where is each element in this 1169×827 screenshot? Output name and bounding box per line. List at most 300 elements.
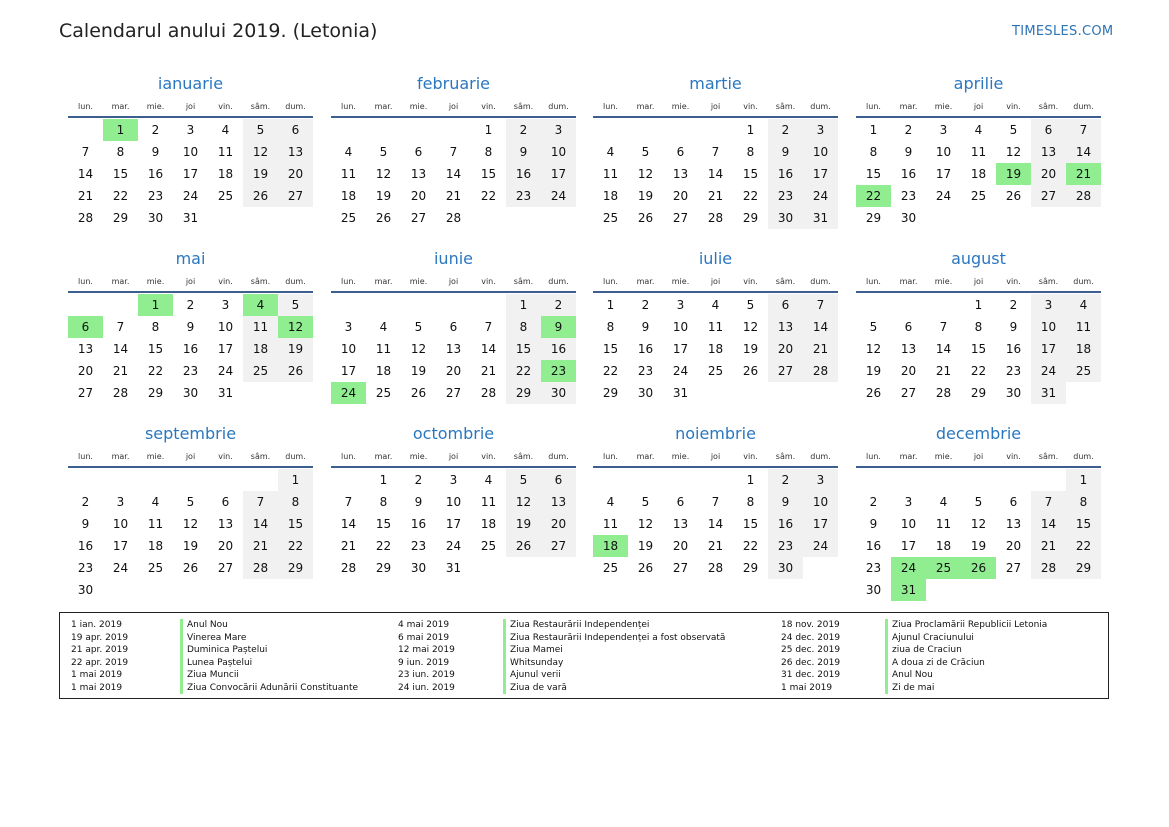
day-cell: 15 (375, 517, 392, 531)
day-cell: 12 (742, 320, 759, 334)
day-cell: 21 (480, 364, 497, 378)
weekday-label: lun. (78, 452, 93, 461)
day-cell: 7 (803, 294, 838, 316)
holiday-name: Ziua Proclamării Republicii Letonia (885, 619, 1047, 632)
day-cell: 17 (803, 163, 838, 185)
month-name: mai (175, 249, 206, 268)
weekday-label: lun. (603, 102, 618, 111)
weekday-label: mar. (111, 102, 130, 111)
weekday-label: dum. (810, 277, 831, 286)
day-cell: 25 (707, 364, 724, 378)
weekday-header (68, 452, 313, 464)
day-cell: 3 (803, 469, 838, 491)
day-cell: 2 (768, 119, 803, 141)
day-cell: 1 (506, 294, 541, 316)
weekday-label: joi (973, 452, 984, 461)
day-cell: 18 (970, 167, 987, 181)
day-cell: 26 (742, 364, 759, 378)
holiday-date: 9 iun. 2019 (398, 657, 450, 668)
day-cell: 28 (77, 211, 94, 225)
day-grid (68, 469, 313, 597)
day-cell: 22 (742, 539, 759, 553)
day-cell: 18 (375, 364, 392, 378)
day-cell: 19 (278, 338, 313, 360)
day-cell: 2 (541, 294, 576, 316)
weekday-label: sâm. (513, 277, 534, 286)
day-grid (331, 294, 576, 406)
day-cell: 10 (445, 495, 462, 509)
day-cell: 27 (77, 386, 94, 400)
day-cell: 31 (672, 386, 689, 400)
day-cell: 25 (1066, 360, 1101, 382)
weekday-label: mie. (146, 277, 165, 286)
day-cell: 1 (379, 473, 388, 487)
day-cell: 16 (77, 539, 94, 553)
day-cell: 15 (742, 517, 759, 531)
day-cell: 9 (768, 141, 803, 163)
holiday-legend (59, 612, 1109, 699)
day-cell: 25 (602, 211, 619, 225)
day-cell: 17 (112, 539, 129, 553)
day-cell: 18 (147, 539, 164, 553)
day-cell: 11 (340, 167, 357, 181)
holiday-name: Ziua Restaurării Independenței (503, 619, 649, 632)
day-cell: 20 (77, 364, 94, 378)
holiday-cell: 24 (891, 557, 926, 579)
day-cell: 9 (81, 517, 90, 531)
day-cell: 19 (506, 513, 541, 535)
day-cell: 5 (186, 495, 195, 509)
weekday-label: joi (185, 102, 196, 111)
weekday-label: joi (710, 102, 721, 111)
holiday-date: 18 nov. 2019 (781, 620, 840, 630)
weekday-header (856, 452, 1101, 464)
day-cell: 27 (1031, 185, 1066, 207)
day-cell: 1 (869, 123, 878, 137)
day-cell: 22 (480, 189, 497, 203)
holiday-cell: 21 (1066, 163, 1101, 185)
holiday-cell: 4 (243, 294, 278, 316)
day-cell: 4 (974, 123, 983, 137)
day-grid (856, 469, 1101, 597)
day-cell: 30 (410, 561, 427, 575)
day-cell: 1 (746, 473, 755, 487)
day-cell: 5 (414, 320, 423, 334)
weekday-label: vin. (481, 452, 496, 461)
day-cell: 26 (1005, 189, 1022, 203)
weekday-label: lun. (603, 277, 618, 286)
weekday-label: joi (185, 277, 196, 286)
page-title: Calendarul anului 2019. (Letonia) (59, 20, 378, 42)
weekday-label: mie. (934, 277, 953, 286)
day-cell: 26 (637, 211, 654, 225)
day-cell: 13 (217, 517, 234, 531)
weekday-label: sâm. (513, 102, 534, 111)
holiday-cell: 31 (891, 579, 926, 601)
month-name: decembrie (935, 424, 1022, 443)
weekday-label: mie. (671, 277, 690, 286)
weekday-label: mar. (899, 277, 918, 286)
day-cell: 24 (1031, 360, 1066, 382)
day-cell: 27 (1005, 561, 1022, 575)
day-cell: 14 (243, 513, 278, 535)
day-cell: 28 (707, 561, 724, 575)
day-cell: 14 (445, 167, 462, 181)
weekday-label: sâm. (775, 452, 796, 461)
holiday-name: Ziua Muncii (180, 669, 239, 682)
day-cell: 27 (217, 561, 234, 575)
day-cell: 8 (506, 316, 541, 338)
day-cell: 3 (676, 298, 685, 312)
weekday-header (593, 277, 838, 289)
day-cell: 3 (186, 123, 195, 137)
day-cell: 3 (939, 123, 948, 137)
day-cell: 27 (672, 211, 689, 225)
month-name: octombrie (412, 424, 495, 443)
day-cell: 25 (375, 386, 392, 400)
day-cell: 20 (278, 163, 313, 185)
day-cell: 5 (746, 298, 755, 312)
day-cell: 3 (116, 495, 125, 509)
day-cell: 28 (340, 561, 357, 575)
header-divider (593, 291, 838, 293)
day-cell: 18 (480, 517, 497, 531)
day-cell: 2 (151, 123, 160, 137)
day-cell: 21 (935, 364, 952, 378)
weekday-label: vin. (743, 102, 758, 111)
day-grid (331, 119, 576, 231)
day-cell: 9 (869, 517, 878, 531)
day-cell: 11 (935, 517, 952, 531)
day-cell: 15 (112, 167, 129, 181)
weekday-label: joi (710, 277, 721, 286)
day-cell: 12 (506, 491, 541, 513)
month-name: septembrie (144, 424, 237, 443)
day-cell: 11 (1066, 316, 1101, 338)
weekday-label: joi (973, 277, 984, 286)
day-cell: 10 (935, 145, 952, 159)
holiday-name: Ajunul verii (503, 669, 561, 682)
day-cell: 28 (445, 211, 462, 225)
weekday-label: joi (448, 277, 459, 286)
day-cell: 12 (410, 342, 427, 356)
weekday-label: mar. (636, 452, 655, 461)
weekday-label: dum. (1073, 277, 1094, 286)
day-cell: 15 (278, 513, 313, 535)
weekday-label: vin. (743, 452, 758, 461)
day-cell: 21 (445, 189, 462, 203)
day-cell: 8 (379, 495, 388, 509)
day-cell: 18 (707, 342, 724, 356)
day-cell: 7 (1066, 119, 1101, 141)
day-cell: 17 (340, 364, 357, 378)
day-cell: 22 (742, 189, 759, 203)
day-cell: 12 (865, 342, 882, 356)
day-cell: 21 (340, 539, 357, 553)
day-cell: 17 (900, 539, 917, 553)
day-cell: 24 (217, 364, 234, 378)
day-cell: 23 (182, 364, 199, 378)
weekday-label: joi (710, 452, 721, 461)
day-cell: 28 (112, 386, 129, 400)
day-cell: 17 (541, 163, 576, 185)
day-cell: 1 (484, 123, 493, 137)
day-cell: 9 (904, 145, 913, 159)
day-cell: 29 (147, 386, 164, 400)
day-cell: 28 (707, 211, 724, 225)
weekday-label: lun. (341, 277, 356, 286)
day-cell: 17 (182, 167, 199, 181)
day-cell: 11 (243, 316, 278, 338)
day-cell: 15 (506, 338, 541, 360)
header-divider (68, 466, 313, 468)
day-cell: 13 (278, 141, 313, 163)
day-cell: 27 (445, 386, 462, 400)
day-cell: 10 (112, 517, 129, 531)
weekday-label: lun. (866, 452, 881, 461)
header-divider (593, 116, 838, 118)
day-cell: 2 (904, 123, 913, 137)
day-cell: 8 (278, 491, 313, 513)
day-cell: 5 (641, 145, 650, 159)
day-cell: 23 (900, 189, 917, 203)
day-cell: 13 (900, 342, 917, 356)
day-cell: 5 (506, 469, 541, 491)
weekday-label: mar. (374, 452, 393, 461)
day-cell: 30 (147, 211, 164, 225)
day-cell: 15 (1066, 513, 1101, 535)
day-cell: 24 (935, 189, 952, 203)
day-cell: 25 (602, 561, 619, 575)
weekday-label: mar. (636, 277, 655, 286)
day-cell: 16 (1005, 342, 1022, 356)
month-name: martie (689, 74, 742, 93)
day-cell: 27 (278, 185, 313, 207)
holiday-cell: 18 (593, 535, 628, 557)
holiday-cell: 23 (541, 360, 576, 382)
holiday-name: Duminica Paștelui (180, 644, 267, 657)
day-cell: 28 (1066, 185, 1101, 207)
weekday-header (331, 102, 576, 114)
weekday-label: dum. (1073, 452, 1094, 461)
day-cell: 15 (480, 167, 497, 181)
day-cell: 7 (81, 145, 90, 159)
day-cell: 31 (445, 561, 462, 575)
day-cell: 6 (449, 320, 458, 334)
day-cell: 29 (278, 557, 313, 579)
day-cell: 23 (77, 561, 94, 575)
day-cell: 28 (480, 386, 497, 400)
day-cell: 22 (506, 360, 541, 382)
holiday-cell: 25 (926, 557, 961, 579)
weekday-label: dum. (548, 277, 569, 286)
header-divider (331, 116, 576, 118)
day-cell: 2 (506, 119, 541, 141)
day-cell: 16 (768, 513, 803, 535)
day-cell: 6 (414, 145, 423, 159)
day-cell: 29 (602, 386, 619, 400)
day-cell: 14 (707, 167, 724, 181)
day-cell: 4 (344, 145, 353, 159)
day-cell: 10 (900, 517, 917, 531)
day-cell: 19 (637, 539, 654, 553)
weekday-header (68, 102, 313, 114)
day-cell: 30 (541, 382, 576, 404)
day-cell: 19 (182, 539, 199, 553)
day-cell: 4 (606, 495, 615, 509)
day-cell: 27 (541, 535, 576, 557)
weekday-label: joi (973, 102, 984, 111)
day-cell: 25 (340, 211, 357, 225)
day-cell: 12 (243, 141, 278, 163)
brand-link[interactable]: TIMESLES.COM (1012, 24, 1114, 39)
day-cell: 24 (541, 185, 576, 207)
weekday-label: vin. (218, 277, 233, 286)
day-cell: 5 (243, 119, 278, 141)
weekday-label: dum. (285, 452, 306, 461)
weekday-label: sâm. (1038, 277, 1059, 286)
holiday-date: 24 iun. 2019 (398, 682, 455, 693)
weekday-label: sâm. (513, 452, 534, 461)
day-grid (331, 469, 576, 581)
day-cell: 18 (243, 338, 278, 360)
weekday-label: vin. (481, 102, 496, 111)
day-cell: 9 (506, 141, 541, 163)
day-cell: 30 (77, 583, 94, 597)
weekday-label: dum. (285, 102, 306, 111)
day-cell: 22 (112, 189, 129, 203)
day-cell: 10 (803, 141, 838, 163)
weekday-label: vin. (218, 452, 233, 461)
day-cell: 18 (1066, 338, 1101, 360)
day-cell: 24 (672, 364, 689, 378)
header-divider (856, 116, 1101, 118)
weekday-label: mie. (934, 452, 953, 461)
holiday-date: 26 dec. 2019 (781, 657, 841, 668)
weekday-label: vin. (1006, 452, 1021, 461)
weekday-label: mie. (409, 452, 428, 461)
day-cell: 30 (900, 211, 917, 225)
day-cell: 19 (637, 189, 654, 203)
header-divider (856, 466, 1101, 468)
day-cell: 11 (602, 517, 619, 531)
header-divider (331, 291, 576, 293)
weekday-label: dum. (548, 102, 569, 111)
day-cell: 8 (746, 145, 755, 159)
day-cell: 14 (803, 316, 838, 338)
holiday-cell: 1 (138, 294, 173, 316)
day-cell: 27 (410, 211, 427, 225)
holiday-cell: 6 (68, 316, 103, 338)
day-cell: 5 (974, 495, 983, 509)
weekday-label: lun. (78, 277, 93, 286)
day-cell: 20 (410, 189, 427, 203)
day-cell: 6 (278, 119, 313, 141)
weekday-label: mar. (636, 102, 655, 111)
day-cell: 6 (1031, 119, 1066, 141)
day-cell: 6 (676, 495, 685, 509)
day-cell: 4 (939, 495, 948, 509)
weekday-label: sâm. (250, 102, 271, 111)
weekday-label: dum. (285, 277, 306, 286)
day-cell: 25 (970, 189, 987, 203)
day-cell: 4 (221, 123, 230, 137)
day-cell: 24 (803, 535, 838, 557)
holiday-date: 12 mai 2019 (398, 645, 455, 655)
day-cell: 22 (147, 364, 164, 378)
weekday-label: lun. (341, 452, 356, 461)
day-cell: 11 (217, 145, 234, 159)
weekday-label: dum. (810, 452, 831, 461)
holiday-date: 31 dec. 2019 (781, 670, 841, 680)
day-cell: 29 (970, 386, 987, 400)
day-cell: 29 (865, 211, 882, 225)
holiday-name: Ziua Mamei (503, 644, 563, 657)
day-cell: 30 (182, 386, 199, 400)
weekday-label: vin. (1006, 102, 1021, 111)
day-cell: 24 (803, 185, 838, 207)
day-cell: 12 (637, 167, 654, 181)
day-cell: 16 (410, 517, 427, 531)
holiday-date: 22 apr. 2019 (71, 657, 129, 668)
day-cell: 23 (1005, 364, 1022, 378)
day-cell: 7 (711, 145, 720, 159)
holiday-date: 23 iun. 2019 (398, 670, 455, 680)
weekday-label: mie. (409, 102, 428, 111)
day-cell: 7 (243, 491, 278, 513)
day-cell: 11 (147, 517, 164, 531)
day-cell: 31 (1031, 382, 1066, 404)
holiday-date: 24 dec. 2019 (781, 632, 841, 643)
day-cell: 29 (506, 382, 541, 404)
day-cell: 21 (77, 189, 94, 203)
day-cell: 28 (935, 386, 952, 400)
day-grid (68, 119, 313, 231)
day-cell: 13 (672, 517, 689, 531)
day-cell: 18 (602, 189, 619, 203)
day-cell: 30 (768, 207, 803, 229)
day-cell: 30 (637, 386, 654, 400)
holiday-date: 1 ian. 2019 (71, 620, 122, 630)
day-cell: 7 (116, 320, 125, 334)
day-cell: 22 (278, 535, 313, 557)
day-cell: 23 (506, 185, 541, 207)
weekday-label: mar. (111, 277, 130, 286)
day-cell: 1 (606, 298, 615, 312)
day-cell: 26 (637, 561, 654, 575)
holiday-name: Ziua Restaurării Independenței a fost observată (503, 632, 725, 645)
holiday-name: Lunea Paștelui (180, 657, 252, 670)
day-cell: 6 (541, 469, 576, 491)
day-cell: 20 (1005, 539, 1022, 553)
day-cell: 13 (1031, 141, 1066, 163)
weekday-header (331, 277, 576, 289)
day-cell: 16 (506, 163, 541, 185)
day-cell: 8 (869, 145, 878, 159)
day-cell: 3 (803, 119, 838, 141)
holiday-name: Ziua Convocării Adunării Constituante (180, 682, 358, 695)
day-grid (593, 119, 838, 231)
day-cell: 14 (1066, 141, 1101, 163)
day-grid (593, 469, 838, 581)
weekday-label: lun. (341, 102, 356, 111)
day-cell: 12 (970, 517, 987, 531)
day-cell: 29 (742, 211, 759, 225)
day-cell: 6 (904, 320, 913, 334)
day-cell: 21 (707, 189, 724, 203)
day-cell: 10 (541, 141, 576, 163)
day-cell: 25 (217, 189, 234, 203)
